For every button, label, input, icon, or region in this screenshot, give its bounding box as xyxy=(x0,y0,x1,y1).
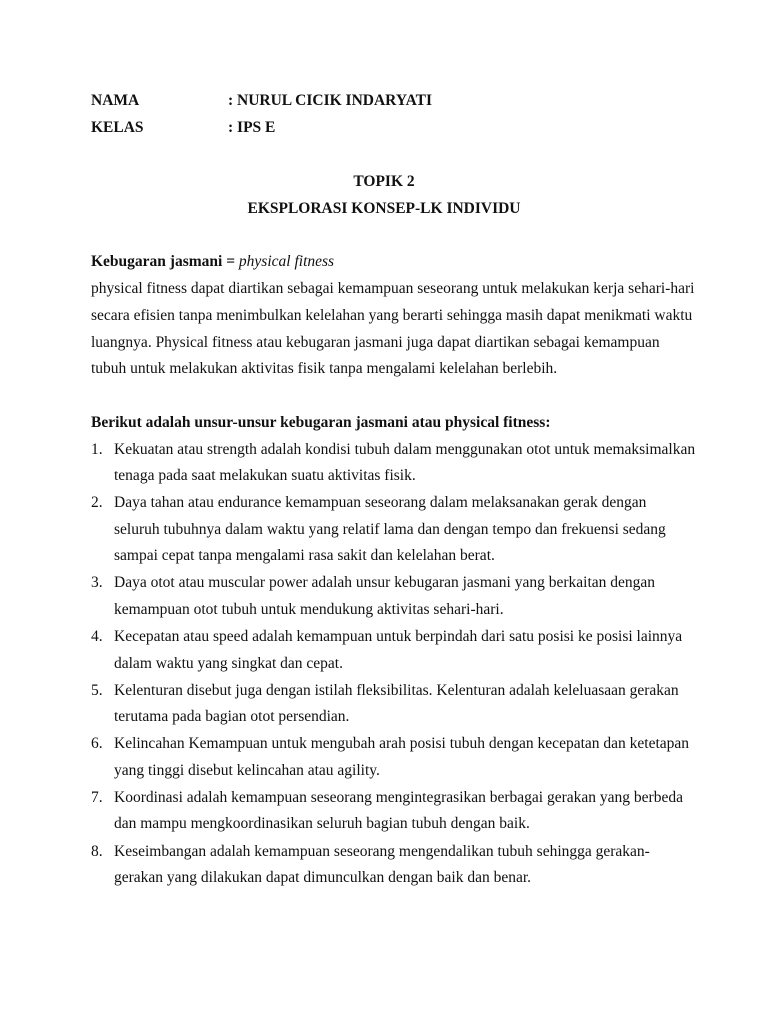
list-item-number: 6. xyxy=(91,735,103,752)
list-item-number: 3. xyxy=(91,574,103,591)
list-item-number: 5. xyxy=(91,682,103,699)
list-item-text: seluruh tubuhnya dalam waktu yang relatif lama dan dengan tempo dan frekuensi sedang xyxy=(114,521,666,538)
list-item-text: yang tinggi disebut kelincahan atau agility. xyxy=(114,762,380,779)
list-item-text: Keseimbangan adalah kemampuan seseorang mengendalikan tubuh sehingga gerakan- xyxy=(114,843,650,860)
name-row xyxy=(91,92,432,110)
list-item-text: Kecepatan atau speed adalah kemampuan untuk berpindah dari satu posisi ke posisi lainnya xyxy=(114,628,683,645)
list-item-number: 8. xyxy=(91,843,103,860)
name-value: : NURUL CICIK INDARYATI xyxy=(228,92,432,109)
definition-line: luangnya. Physical fitness atau kebugaran jasmani juga dapat diartikan sebagai kemampuan xyxy=(91,334,660,351)
class-label: KELAS xyxy=(91,119,144,136)
definition-line: physical fitness dapat diartikan sebagai kemampuan seseorang untuk melakukan kerja sehari-hari xyxy=(91,280,695,297)
definition-heading-bold: Kebugaran jasmani = xyxy=(91,253,239,270)
topic-heading: TOPIK 2 xyxy=(353,173,415,190)
list-item-text: Kelenturan disebut juga dengan istilah fleksibilitas. Kelenturan adalah keleluasaan gerakan xyxy=(114,682,679,699)
list-item-text: Koordinasi adalah kemampuan seseorang mengintegrasikan berbagai gerakan yang berbeda xyxy=(114,789,683,806)
class-value: : IPS E xyxy=(228,119,276,136)
list-item-text: tenaga pada saat melakukan suatu aktivitas fisik. xyxy=(114,467,416,484)
name-label: NAMA xyxy=(91,92,140,109)
document-title: EKSPLORASI KONSEP-LK INDIVIDU xyxy=(247,200,521,217)
list-item-text: terutama pada bagian otot persendian. xyxy=(114,708,350,725)
list-item-text: Daya otot atau muscular power adalah unsur kebugaran jasmani yang berkaitan dengan xyxy=(114,574,656,591)
list-item-text: Kekuatan atau strength adalah kondisi tubuh dalam menggunakan otot untuk memaksimalkan xyxy=(114,441,696,458)
list-item-number: 7. xyxy=(91,789,103,806)
list-item-text: Daya tahan atau endurance kemampuan seseorang dalam melaksanakan gerak dengan xyxy=(114,494,647,511)
list-item-number: 4. xyxy=(91,628,103,645)
definition-heading xyxy=(91,253,334,271)
list-item-number: 2. xyxy=(91,494,103,511)
list-item-text: kemampuan otot tubuh untuk mendukung aktivitas sehari-hari. xyxy=(114,601,504,618)
list-item-text: sampai cepat tanpa mengalami rasa sakit dan kelelahan berat. xyxy=(114,547,495,564)
elements-heading: Berikut adalah unsur-unsur kebugaran jasmani atau physical fitness: xyxy=(91,414,551,431)
definition-heading-italic: physical fitness xyxy=(238,253,335,270)
list-item-text: dan mampu mengkoordinasikan seluruh bagian tubuh dengan baik. xyxy=(114,815,530,832)
definition-line: tubuh untuk melakukan aktivitas fisik tanpa mengalami kelelahan berlebih. xyxy=(91,360,558,377)
definition-line: secara efisien tanpa menimbulkan kelelahan yang berarti sehingga masih dapat menikmati waktu xyxy=(91,307,693,324)
list-item-text: gerakan yang dilakukan dapat dimunculkan dengan baik dan benar. xyxy=(114,869,532,886)
list-item-number: 1. xyxy=(91,441,103,458)
class-row xyxy=(91,119,275,137)
list-item-text: Kelincahan Kemampuan untuk mengubah arah posisi tubuh dengan kecepatan dan ketetapan xyxy=(114,735,690,752)
list-item-text: dalam waktu yang singkat dan cepat. xyxy=(114,655,343,672)
